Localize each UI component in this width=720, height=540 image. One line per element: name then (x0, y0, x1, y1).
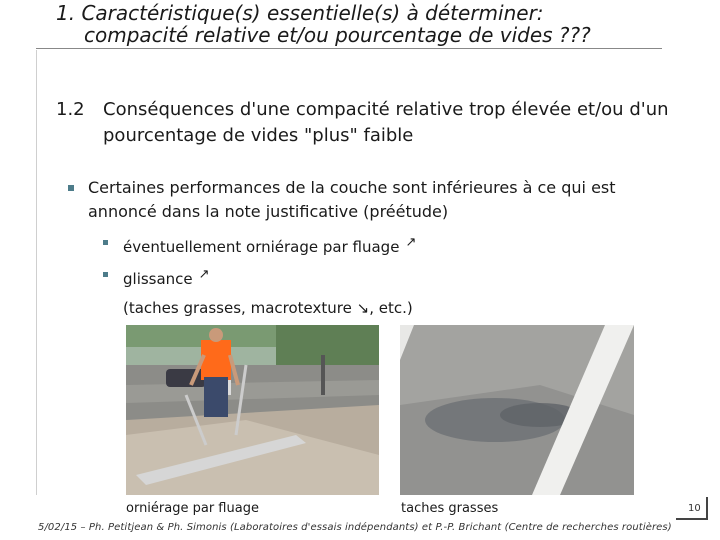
slide-title-line2: compacité relative et/ou pourcentage de vides ??? (84, 23, 591, 47)
corner-mark (676, 518, 708, 520)
section-number: 1.2 (56, 99, 85, 120)
bullet-marker (103, 240, 108, 245)
left-margin-line (36, 50, 37, 495)
right-photo-caption: taches grasses (401, 501, 499, 516)
page-number: 10 (688, 503, 701, 514)
sub-bullet-text: glissance (123, 270, 193, 288)
note-text (123, 298, 413, 318)
left-photo-caption: orniérage par fluage (126, 501, 259, 516)
bleeding-photo (400, 325, 634, 495)
main-bullet-text: Certaines performances de la couche sont inférieures à ce qui est annoncé dans la note justificative (préétude) (88, 178, 616, 221)
decrease-arrow-icon: ↘ (356, 299, 370, 317)
bullet-marker (103, 272, 108, 277)
slide-title-line1: 1. Caractéristique(s) essentielle(s) à déterminer: (56, 1, 544, 25)
increase-arrow-icon: ↗ (405, 235, 417, 250)
bullet-marker (68, 185, 74, 191)
note-suffix: , etc.) (369, 299, 413, 317)
corner-mark (706, 497, 708, 519)
title-divider (36, 48, 662, 49)
rutting-photo (126, 325, 379, 495)
sub-bullet-text: éventuellement orniérage par fluage (123, 238, 400, 256)
section-title: Conséquences d'une compacité relative trop élevée et/ou d'un pourcentage de vides "plus" faible (103, 99, 669, 146)
slide-title (56, 2, 696, 46)
note-prefix: (taches grasses, macrotexture (123, 299, 352, 317)
increase-arrow-icon: ↗ (198, 267, 210, 282)
slide-footer: 5/02/15 – Ph. Petitjean & Ph. Simonis (Laboratoires d'essais indépendants) et P.-P. Brichant (Centre de recherches routières) (38, 522, 672, 533)
